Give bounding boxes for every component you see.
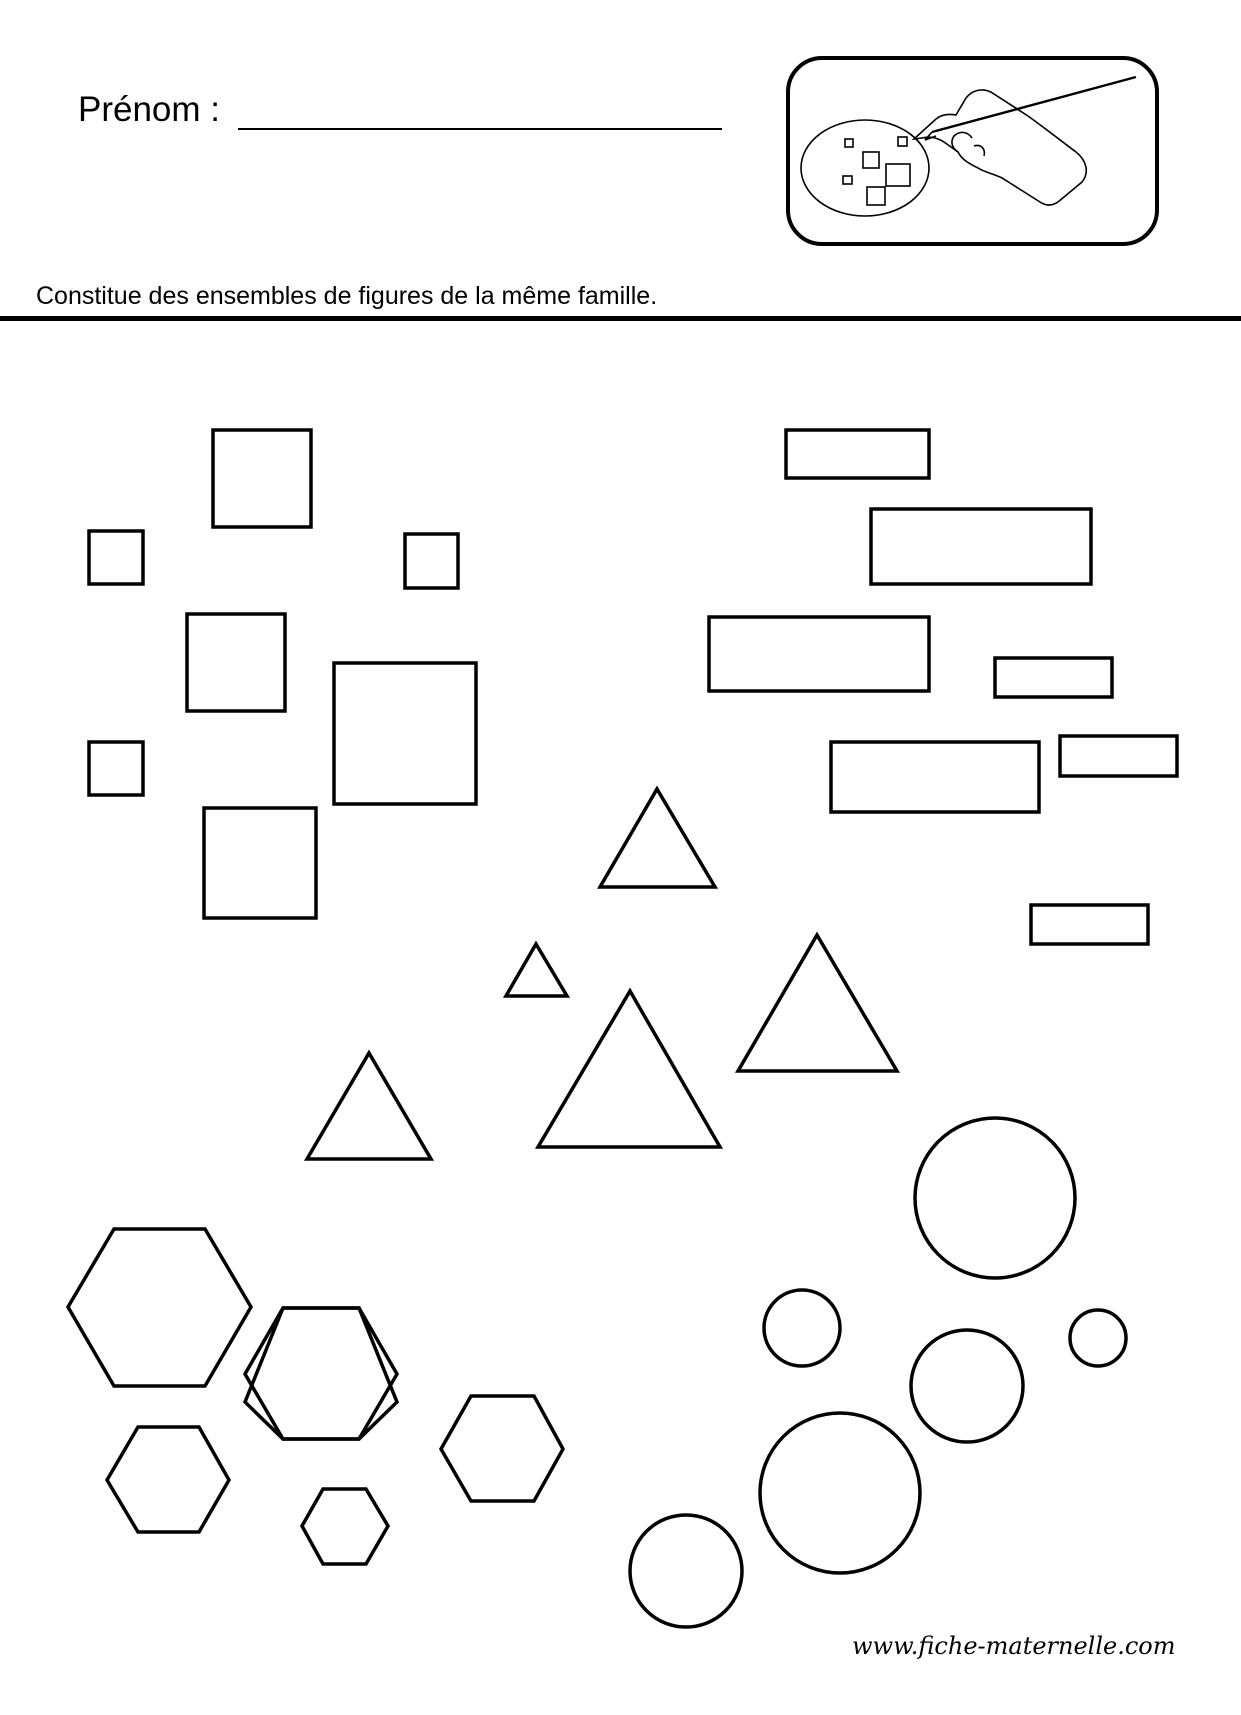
rectangle-shape[interactable]: [995, 658, 1112, 697]
rectangle-shape[interactable]: [786, 430, 929, 478]
rectangle-shape[interactable]: [709, 617, 929, 691]
triangle-shape[interactable]: [738, 935, 897, 1071]
square-shape[interactable]: [187, 614, 285, 711]
circle-shape[interactable]: [915, 1118, 1075, 1278]
rectangle-shape[interactable]: [871, 509, 1091, 584]
hexagon-shape[interactable]: [245, 1308, 397, 1439]
hexagon-shape[interactable]: [245, 1308, 397, 1439]
circle-shape[interactable]: [911, 1330, 1023, 1442]
rectangle-shape[interactable]: [1031, 905, 1148, 944]
website-footer: www.fiche-maternelle.com: [852, 1632, 1176, 1660]
square-shape[interactable]: [213, 430, 311, 527]
circle-shape[interactable]: [760, 1413, 920, 1573]
circle-shape[interactable]: [1070, 1310, 1126, 1366]
hexagon-shape[interactable]: [441, 1396, 563, 1501]
circle-shape[interactable]: [764, 1290, 840, 1366]
triangle-shape[interactable]: [506, 944, 567, 996]
name-label: Prénom :: [78, 90, 220, 129]
triangle-shape[interactable]: [307, 1053, 431, 1159]
instruction-text: Constitue des ensembles de figures de la même famille.: [36, 282, 658, 310]
hexagon-shape[interactable]: [302, 1489, 388, 1564]
square-shape[interactable]: [334, 663, 476, 804]
hexagon-shape[interactable]: [107, 1427, 229, 1532]
square-shape[interactable]: [89, 531, 143, 584]
circle-shape[interactable]: [630, 1515, 742, 1627]
square-shape[interactable]: [204, 808, 316, 918]
triangle-shape[interactable]: [600, 789, 715, 887]
square-shape[interactable]: [89, 742, 143, 795]
triangle-shape[interactable]: [538, 991, 720, 1147]
hexagon-shape[interactable]: [68, 1229, 251, 1386]
rectangle-shape[interactable]: [831, 742, 1039, 812]
square-shape[interactable]: [405, 534, 458, 588]
rectangle-shape[interactable]: [1060, 736, 1177, 776]
